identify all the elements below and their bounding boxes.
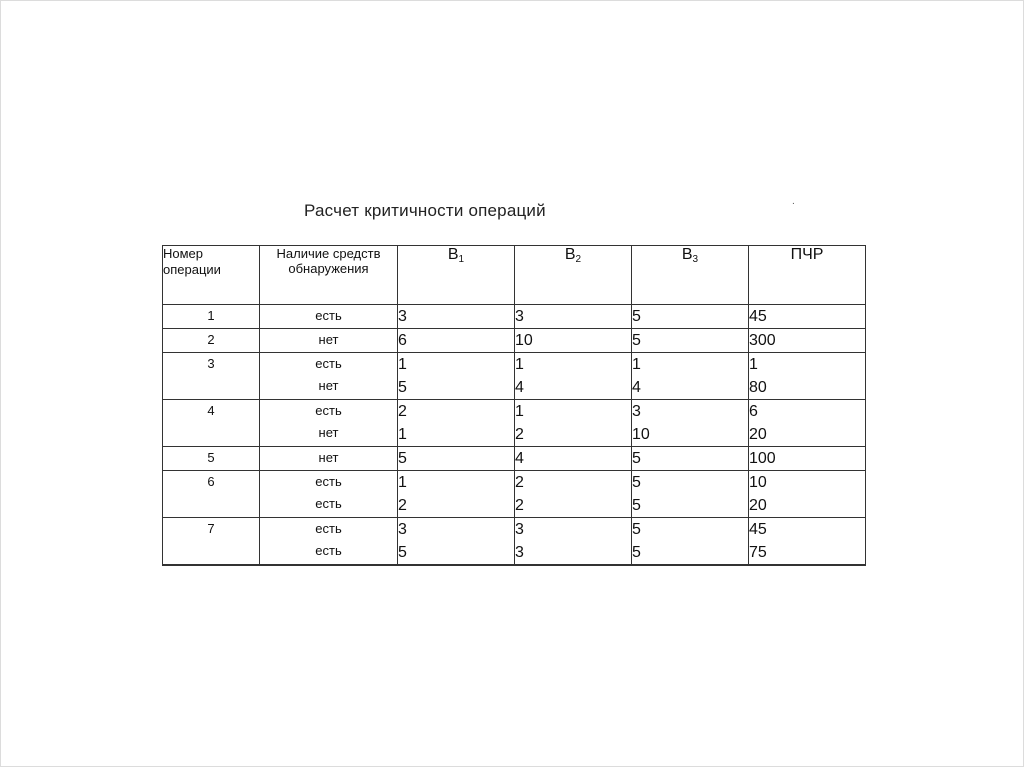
b3-value: 3 [632,403,641,420]
b2-value: 4 [515,450,524,467]
b1-value: 5 [398,379,407,396]
b1-value: 5 [398,544,407,561]
rpn-value: 1 [749,356,758,373]
header-detection [260,246,398,305]
table-row [163,400,866,447]
b1-value: 2 [398,497,407,514]
header-b3-base: B [681,246,693,263]
header-b3-sub: 3 [692,254,699,265]
b3-cell [632,329,749,353]
header-rpn: ПЧР [749,246,866,305]
header-row [163,246,866,305]
b3-value: 10 [632,426,650,443]
op-number: 7 [163,518,260,566]
rpn-value: 75 [749,544,767,561]
header-b3 [632,246,749,305]
b2-cell [515,447,632,471]
table-row [163,305,866,329]
rpn-value: 20 [749,426,767,443]
detection-value: есть [315,521,342,536]
b1-cell [398,329,515,353]
b2-value: 4 [515,379,524,396]
b2-value: 3 [515,544,524,561]
b1-cell [398,518,515,566]
corner-mark: . [792,196,795,207]
table-row [163,353,866,400]
b3-value: 1 [632,356,641,373]
rpn-value: 45 [749,521,767,538]
b2-value: 2 [515,497,524,514]
detection-cell [260,447,398,471]
b2-value: 3 [515,521,524,538]
header-detection-line: Наличие [276,246,330,261]
detection-value: нет [318,450,339,465]
b2-value: 2 [515,474,524,491]
op-number: 4 [163,400,260,447]
rpn-value: 10 [749,474,767,491]
detection-cell [260,305,398,329]
detection-value: нет [318,378,339,393]
header-b1-base: B [447,246,459,263]
b1-value: 1 [398,474,407,491]
header-b2-sub: 2 [575,254,582,265]
b1-value: 2 [398,403,407,420]
b3-value: 5 [632,308,641,325]
b2-cell [515,518,632,566]
b3-cell [632,353,749,400]
b1-cell [398,400,515,447]
b2-value: 2 [515,426,524,443]
b1-value: 5 [398,450,407,467]
b3-cell [632,400,749,447]
op-number: 3 [163,353,260,400]
b3-value: 5 [632,544,641,561]
op-number: 1 [163,305,260,329]
detection-cell [260,400,398,447]
rpn-value: 6 [749,403,758,420]
header-b1-sub: 1 [458,254,465,265]
b1-value: 3 [398,521,407,538]
b2-cell [515,329,632,353]
b2-value: 10 [515,332,533,349]
b3-cell [632,471,749,518]
detection-value: нет [318,425,339,440]
b3-cell [632,305,749,329]
header-b2-base: B [564,246,576,263]
detection-cell [260,518,398,566]
header-detection-line: обнаружения [288,261,369,276]
op-number: 6 [163,471,260,518]
detection-value: нет [318,332,339,347]
table-row [163,447,866,471]
b3-value: 5 [632,450,641,467]
b2-cell [515,305,632,329]
op-number: 2 [163,329,260,353]
header-operation-number [163,246,260,305]
criticality-table [162,245,866,566]
rpn-cell [749,518,866,566]
detection-value: есть [315,308,342,323]
detection-value: есть [315,474,342,489]
b3-value: 5 [632,521,641,538]
b3-cell [632,518,749,566]
table-title: Расчет критичности операций [304,201,546,220]
b1-value: 6 [398,332,407,349]
b3-value: 5 [632,332,641,349]
header-b2 [515,246,632,305]
rpn-value: 300 [749,332,776,349]
b2-cell [515,471,632,518]
op-number: 5 [163,447,260,471]
detection-cell [260,329,398,353]
b3-value: 5 [632,474,641,491]
b1-cell [398,447,515,471]
b1-cell [398,471,515,518]
rpn-cell [749,329,866,353]
b3-value: 5 [632,497,641,514]
rpn-value: 20 [749,497,767,514]
table-row [163,518,866,566]
detection-value: есть [315,496,342,511]
b1-value: 3 [398,308,407,325]
b3-value: 4 [632,379,641,396]
b1-value: 1 [398,426,407,443]
b2-value: 1 [515,356,524,373]
header-number-line: Номер [163,246,204,261]
rpn-value: 100 [749,450,776,467]
table-row [163,329,866,353]
detection-value: есть [315,543,342,558]
detection-value: есть [315,403,342,418]
b3-cell [632,447,749,471]
detection-cell [260,353,398,400]
b1-cell [398,305,515,329]
b1-cell [398,353,515,400]
header-number-line: операции [163,262,221,277]
b2-value: 1 [515,403,524,420]
rpn-cell [749,400,866,447]
rpn-cell [749,305,866,329]
rpn-value: 80 [749,379,767,396]
rpn-cell [749,447,866,471]
rpn-value: 45 [749,308,767,325]
table-row [163,471,866,518]
detection-cell [260,471,398,518]
header-detection-line: средств [332,246,381,261]
b2-cell [515,400,632,447]
b2-cell [515,353,632,400]
detection-value: есть [315,356,342,371]
rpn-cell [749,353,866,400]
b1-value: 1 [398,356,407,373]
b2-value: 3 [515,308,524,325]
rpn-cell [749,471,866,518]
header-b1 [398,246,515,305]
